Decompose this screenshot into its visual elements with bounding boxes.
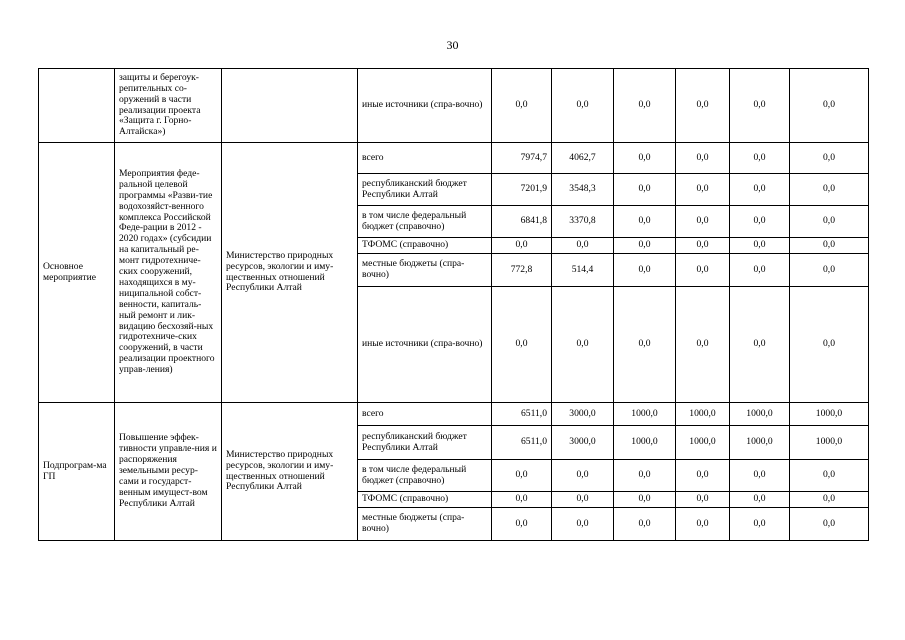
value-cell: 0,0	[676, 508, 730, 541]
value-cell: 0,0	[730, 174, 790, 206]
funding-source-cell: местные бюджеты (спра-вочно)	[358, 508, 492, 541]
value-cell: 0,0	[730, 69, 790, 143]
value-cell: 1000,0	[676, 403, 730, 426]
value-cell: 772,8	[492, 254, 552, 287]
value-cell: 1000,0	[730, 426, 790, 460]
value-cell: 0,0	[614, 492, 676, 508]
value-cell: 0,0	[614, 238, 676, 254]
funding-source-cell: в том числе федеральный бюджет (справочно)	[358, 206, 492, 238]
value-cell: 0,0	[730, 287, 790, 403]
value-cell: 0,0	[614, 174, 676, 206]
value-cell: 0,0	[676, 143, 730, 174]
value-cell: 0,0	[492, 69, 552, 143]
activity-description-cell: Мероприятия феде-ральной целевой программы «Разви-тие водохозяйст-венного комплекса Российской Феде-рации в 2012 - 2020 годах» (субсидии на капитальный ре-монт гидротехниче-ских сооружений, находящихся в му-ниципальной собст-венности, капиталь-ный ремонт и лик-видацию бесхозяй-ных гидротехниче-ских сооружений, в части реализации проектного управ-ления)	[115, 143, 222, 403]
value-cell: 0,0	[730, 460, 790, 492]
value-cell: 0,0	[730, 238, 790, 254]
value-cell: 0,0	[552, 460, 614, 492]
funding-source-cell: республиканский бюджет Республики Алтай	[358, 174, 492, 206]
value-cell: 0,0	[552, 69, 614, 143]
value-cell: 1000,0	[676, 426, 730, 460]
value-cell: 0,0	[676, 287, 730, 403]
funding-source-cell: всего	[358, 143, 492, 174]
activity-description-cell: Повышение эффек-тивности управле-ния и распоряжения земельными ресур-сами и государст-венным имущест-вом Республики Алтай	[115, 403, 222, 541]
value-cell: 0,0	[676, 206, 730, 238]
responsible-cell: Министерство природных ресурсов, экологии и иму-щественных отношений Республики Алтай	[222, 403, 358, 541]
funding-source-cell: иные источники (спра-вочно)	[358, 69, 492, 143]
value-cell: 0,0	[492, 287, 552, 403]
value-cell: 0,0	[676, 238, 730, 254]
value-cell: 0,0	[614, 69, 676, 143]
value-cell: 7974,7	[492, 143, 552, 174]
value-cell: 0,0	[614, 143, 676, 174]
value-cell: 0,0	[790, 69, 869, 143]
value-cell: 0,0	[790, 174, 869, 206]
value-cell: 0,0	[614, 287, 676, 403]
value-cell: 3000,0	[552, 426, 614, 460]
value-cell: 0,0	[790, 287, 869, 403]
funding-source-cell: республиканский бюджет Республики Алтай	[358, 426, 492, 460]
value-cell: 0,0	[492, 460, 552, 492]
value-cell: 0,0	[730, 206, 790, 238]
value-cell: 0,0	[790, 238, 869, 254]
value-cell: 0,0	[492, 238, 552, 254]
funding-source-cell: местные бюджеты (спра-вочно)	[358, 254, 492, 287]
value-cell: 0,0	[676, 69, 730, 143]
value-cell: 0,0	[614, 254, 676, 287]
responsible-cell: Министерство природных ресурсов, экологии и иму-щественных отношений Республики Алтай	[222, 143, 358, 403]
funding-source-cell: иные источники (спра-вочно)	[358, 287, 492, 403]
activity-type-cell	[39, 69, 115, 143]
value-cell: 0,0	[676, 492, 730, 508]
page-number: 30	[446, 38, 459, 52]
value-cell: 0,0	[676, 174, 730, 206]
value-cell: 1000,0	[614, 426, 676, 460]
value-cell: 0,0	[676, 460, 730, 492]
activity-type-cell: Основное мероприятие	[39, 143, 115, 403]
activity-description-cell: защиты и берегоук-репительных со-оружений в части реализации проекта «Защита г. Горно-Алтайска»)	[115, 69, 222, 143]
table-row	[39, 403, 869, 426]
funding-source-cell: ТФОМС (справочно)	[358, 492, 492, 508]
value-cell: 0,0	[614, 508, 676, 541]
value-cell: 1000,0	[614, 403, 676, 426]
value-cell: 6511,0	[492, 426, 552, 460]
funding-source-cell: в том числе федеральный бюджет (справочно)	[358, 460, 492, 492]
value-cell: 0,0	[790, 254, 869, 287]
value-cell: 3548,3	[552, 174, 614, 206]
value-cell: 0,0	[790, 492, 869, 508]
value-cell: 4062,7	[552, 143, 614, 174]
value-cell: 0,0	[730, 492, 790, 508]
value-cell: 0,0	[614, 460, 676, 492]
value-cell: 6511,0	[492, 403, 552, 426]
value-cell: 0,0	[552, 508, 614, 541]
value-cell: 3000,0	[552, 403, 614, 426]
value-cell: 0,0	[790, 206, 869, 238]
funding-source-cell: ТФОМС (справочно)	[358, 238, 492, 254]
value-cell: 3370,8	[552, 206, 614, 238]
table-row	[39, 143, 869, 174]
value-cell: 0,0	[730, 143, 790, 174]
budget-table	[38, 68, 869, 541]
value-cell: 0,0	[552, 238, 614, 254]
value-cell: 0,0	[790, 460, 869, 492]
value-cell: 0,0	[730, 508, 790, 541]
value-cell: 0,0	[790, 143, 869, 174]
value-cell: 0,0	[492, 492, 552, 508]
value-cell: 0,0	[790, 508, 869, 541]
value-cell: 0,0	[676, 254, 730, 287]
responsible-cell	[222, 69, 358, 143]
value-cell: 1000,0	[790, 403, 869, 426]
funding-source-cell: всего	[358, 403, 492, 426]
value-cell: 514,4	[552, 254, 614, 287]
value-cell: 0,0	[730, 254, 790, 287]
table-row	[39, 69, 869, 143]
value-cell: 0,0	[552, 492, 614, 508]
value-cell: 0,0	[614, 206, 676, 238]
value-cell: 0,0	[492, 508, 552, 541]
value-cell: 7201,9	[492, 174, 552, 206]
value-cell: 0,0	[552, 287, 614, 403]
value-cell: 6841,8	[492, 206, 552, 238]
value-cell: 1000,0	[790, 426, 869, 460]
value-cell: 1000,0	[730, 403, 790, 426]
activity-type-cell: Подпрограм-ма ГП	[39, 403, 115, 541]
